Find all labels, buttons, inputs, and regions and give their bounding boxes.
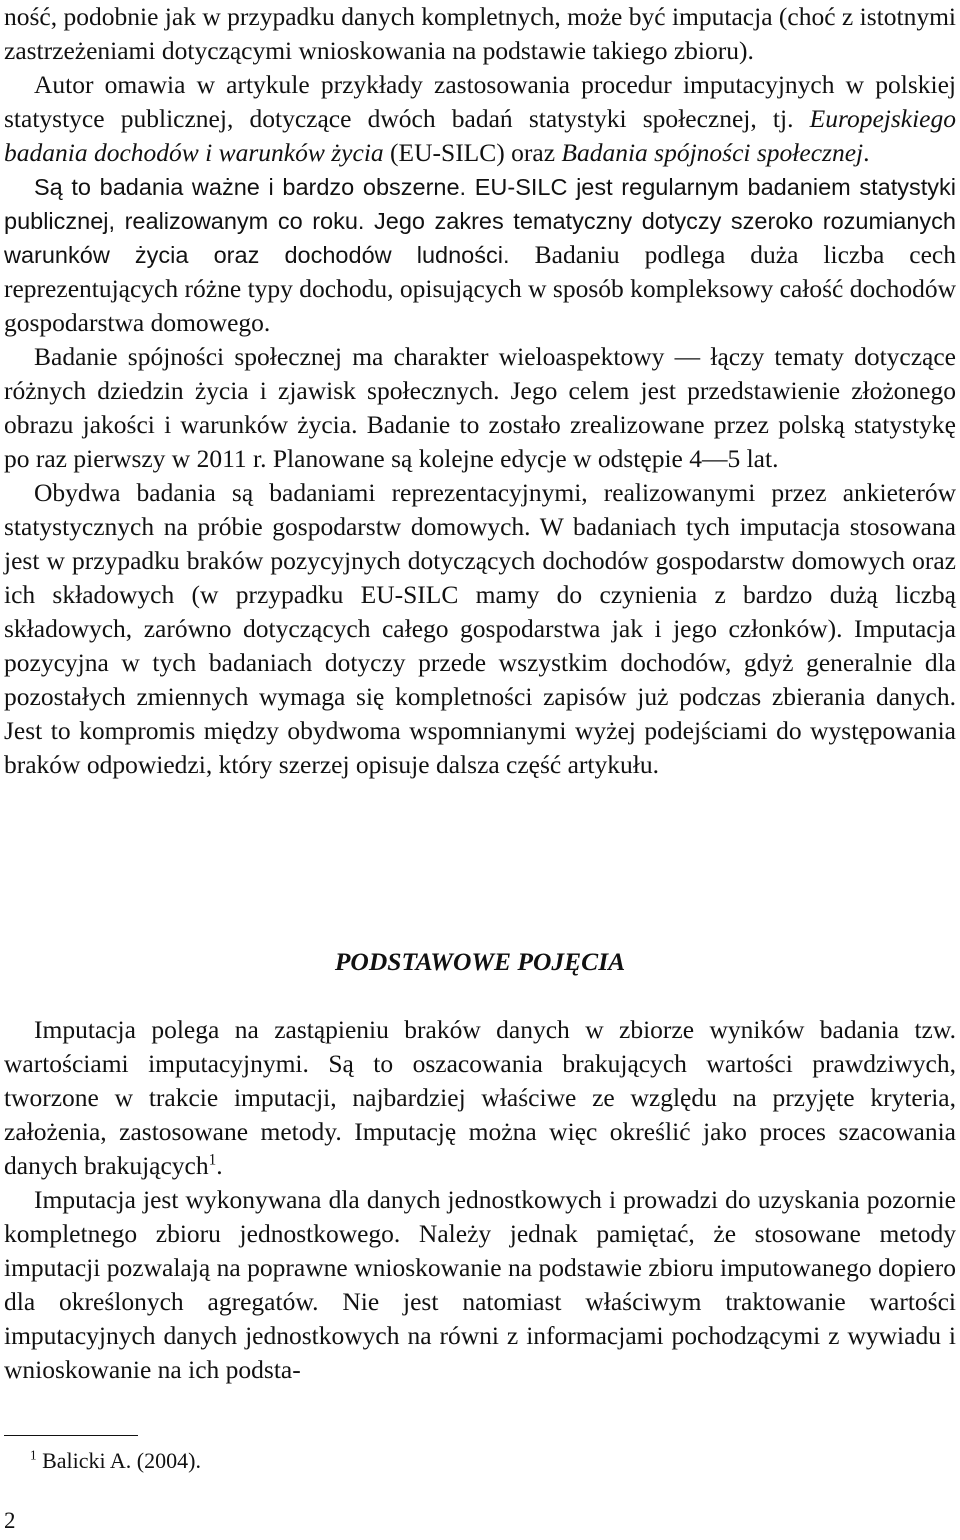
footnote <box>30 1446 201 1476</box>
section-heading: PODSTAWOWE POJĘCIA <box>334 947 626 976</box>
paragraph-imputation-definition-text: Imputacja polega na zastąpieniu braków danych w zbiorze wyników badania tzw. wartościami imputacyjnymi. Są to oszacowania brakujących wartości prawdziwych, tworzone w trakcie imputacji, najbardziej właściwe ze względu na przyjęte kryteria, założenia, zastosowane metody. Imputację można więc określić jako proces szacowania danych brakujących <box>4 1015 956 1180</box>
paragraph-author-overview-start: Autor omawia w artykule przykłady zastosowania procedur imputacyjnych w polskiej statystyce publicznej, dotyczące dwóch badań statystyki społecznej, tj. <box>4 70 956 133</box>
paragraph-imputation-definition-end: . <box>216 1151 223 1180</box>
paragraph-author-overview-end: . <box>863 138 870 167</box>
eu-silc-title: Europejskiego badania dochodów i warunków życia <box>4 104 956 167</box>
paragraph-imputation-usage: Imputacja jest wykonywana dla danych jednostkowych i prowadzi do uzyskania pozornie kompletnego zbioru jednostkowego. Należy jednak pamiętać, że stosowane metody imputacji pozwalają na poprawne wnioskowanie na podstawie zbioru imputowanego dopiero dla określonych agregatów. Nie jest natomiast właściwym traktowanie wartości imputacyjnych danych jednostkowych na równi z informacjami pochodzącymi z wywiadu i wnioskowanie na ich podsta- <box>4 1185 956 1384</box>
footnote-divider <box>4 1435 138 1436</box>
eu-silc-acronym: (EU-SILC) oraz <box>383 138 562 167</box>
paragraph-imputation-definition <box>4 1013 956 1183</box>
footnote-number: 1 <box>30 1447 37 1463</box>
footnote-text: Balicki A. (2004). <box>36 1448 201 1473</box>
paragraph-continuation: ność, podobnie jak w przypadku danych kompletnych, może być imputacja (choć z istotnymi zastrzeżeniami dotyczącymi wnioskowania na podstawie takiego zbioru). <box>4 2 956 65</box>
paragraph-cohesion-survey: Badanie spójności społecznej ma charakter wieloaspektowy — łączy tematy dotyczące różnych dziedzin życia i zjawisk społecznych. Jego celem jest przedstawienie złożonego obrazu jakości i warunków życia. Badanie to zostało zrealizowane przez polską statystykę po raz pierwszy w 2011 r. Planowane są kolejne edycje w odstępie 4—5 lat. <box>4 342 956 473</box>
paragraph-eu-silc-serif: Badaniu podlega duża liczba cech reprezentujących różne typy dochodu, opisujących w sposób kompleksowy całość dochodów gospodarstwa domowego. <box>4 240 956 337</box>
lower-text-block <box>4 1013 956 1387</box>
footnote-reference[interactable]: 1 <box>208 1151 217 1169</box>
cohesion-survey-title: Badania spójności społecznej <box>561 138 864 167</box>
paragraph-eu-silc <box>4 170 956 340</box>
upper-text-block <box>4 0 956 782</box>
paragraph-eu-silc-sans: Są to badania ważne i bardzo obszerne. EU-SILC jest regularnym badaniem statystyki publicznej, realizowanym co roku. Jego zakres tematyczny dotyczy szeroko rozumianych warunków życia oraz dochodów ludności. <box>4 174 956 268</box>
paragraph-both-surveys: Obydwa badania są badaniami reprezentacyjnymi, realizowanymi przez ankieterów statystycznych na próbie gospodarstw domowych. W badaniach tych imputacja stosowana jest w przypadku braków pozycyjnych dotyczących dochodów gospodarstw domowych oraz ich składowych (w przypadku EU-SILC mamy do czynienia z bardzo dużą liczbą składowych, zarówno dotyczących całego gospodarstwa jak i jego członków). Imputacja pozycyjna w tych badaniach dotyczy przede wszystkim dochodów, gdyż generalnie dla pozostałych zmiennych wymaga się kompletności zapisów już podczas zbierania danych. Jest to kompromis między obydwoma wspomnianymi wyżej podejściami do występowania braków odpowiedzi, który szerzej opisuje dalsza część artykułu. <box>4 478 956 779</box>
paragraph-author-overview <box>4 68 956 170</box>
page-number: 2 <box>4 1508 16 1533</box>
